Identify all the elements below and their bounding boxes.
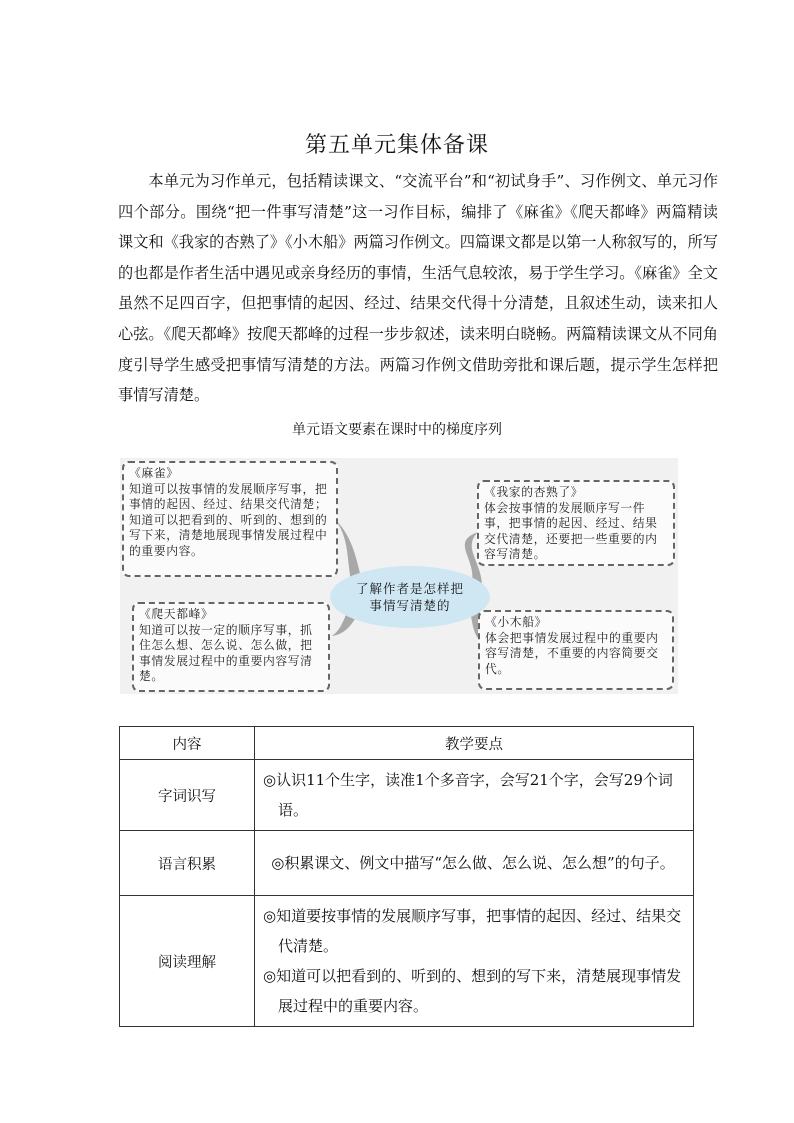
node-xing-text: 体会按事情的发展顺序写一件事，把事情的起因、经过、结果交代清楚，还要把一些重要的内容写清楚。 bbox=[484, 500, 658, 562]
node-maque-title: 《麻雀》 bbox=[129, 466, 179, 480]
node-maque-text: 知道可以按事情的发展顺序写事，把事情的起因、经过、结果交代清楚；知道可以把看到的、听到的、想到的写下来，清楚地展现事情发展过程中的重要内容。 bbox=[129, 481, 328, 558]
teaching-points-table bbox=[119, 726, 694, 1027]
row-label: 语言积累 bbox=[120, 831, 255, 896]
row-points bbox=[255, 760, 694, 831]
center-topic bbox=[330, 566, 490, 628]
node-tiandu-text: 知道可以按一定的顺序写事，抓住怎么想、怎么说、怎么做，把事情发展过程中的重要内容写清楚。 bbox=[139, 622, 313, 684]
center-topic-text: 了解作者是怎样把事情写清楚的 bbox=[355, 581, 464, 613]
intro-paragraph: 本单元为习作单元，包括精读课文、“交流平台”和“初试身手”、习作例文、单元习作四个部分。围绕“把一件事写清楚”这一习作目标，编排了《麻雀》《爬天都峰》两篇精读课文和《我家的杏熟了》《小木船》两篇习作例文。四篇课文都是以第一人称叙写的，所写的也都是作者生活中遇见或亲身经历的事情，生活气息较浓，易于学生学习。《麻雀》全文虽然不足四百字，但把事情的起因、经过、结果交代得十分清楚，且叙述生动，读来扣人心弦。《爬天都峰》按爬天都峰的过程一步步叙述，读来明白晓畅。两篇精读课文从不同角度引导学生感受把事情写清楚的方法。两篇习作例文借助旁批和课后题，提示学生怎样把事情写清楚。 bbox=[118, 172, 718, 405]
point-text: ◎知道要按事情的发展顺序写事，把事情的起因、经过、结果交代清楚。 bbox=[263, 907, 682, 955]
row-points bbox=[255, 896, 694, 1027]
point-text: ◎知道可以把看到的、听到的、想到的写下来，清楚展现事情发展过程中的重要内容。 bbox=[263, 967, 682, 1015]
node-maque bbox=[122, 461, 338, 577]
point-text: ◎认识11个生字，读准1个多音字，会写21个字，会写29个词语。 bbox=[263, 771, 673, 819]
row-label: 阅读理解 bbox=[120, 896, 255, 1027]
mind-map bbox=[120, 458, 678, 694]
row-label: 字词识写 bbox=[120, 760, 255, 831]
table-row bbox=[120, 760, 694, 831]
node-muchuan-title: 《小木船》 bbox=[485, 615, 547, 629]
node-muchuan bbox=[478, 610, 674, 690]
node-xing-title: 《我家的杏熟了》 bbox=[484, 485, 584, 499]
diagram-title: 单元语文要素在课时中的梯度序列 bbox=[292, 422, 502, 438]
table-header-row bbox=[120, 727, 694, 760]
header-points: 教学要点 bbox=[255, 727, 694, 760]
node-xing bbox=[477, 480, 675, 566]
table-row bbox=[120, 831, 694, 896]
point-text: ◎积累课文、例文中描写“怎么做、怎么说、怎么想”的句子。 bbox=[271, 854, 675, 872]
node-muchuan-text: 体会把事情发展过程中的重要内容写清楚，不重要的内容简要交代。 bbox=[485, 630, 659, 676]
page-title: 第五单元集体备课 bbox=[304, 133, 489, 158]
row-points bbox=[255, 831, 694, 896]
header-content: 内容 bbox=[120, 727, 255, 760]
node-tiandu bbox=[132, 602, 330, 692]
table-row bbox=[120, 896, 694, 1027]
node-tiandu-title: 《爬天都峰》 bbox=[139, 607, 214, 621]
